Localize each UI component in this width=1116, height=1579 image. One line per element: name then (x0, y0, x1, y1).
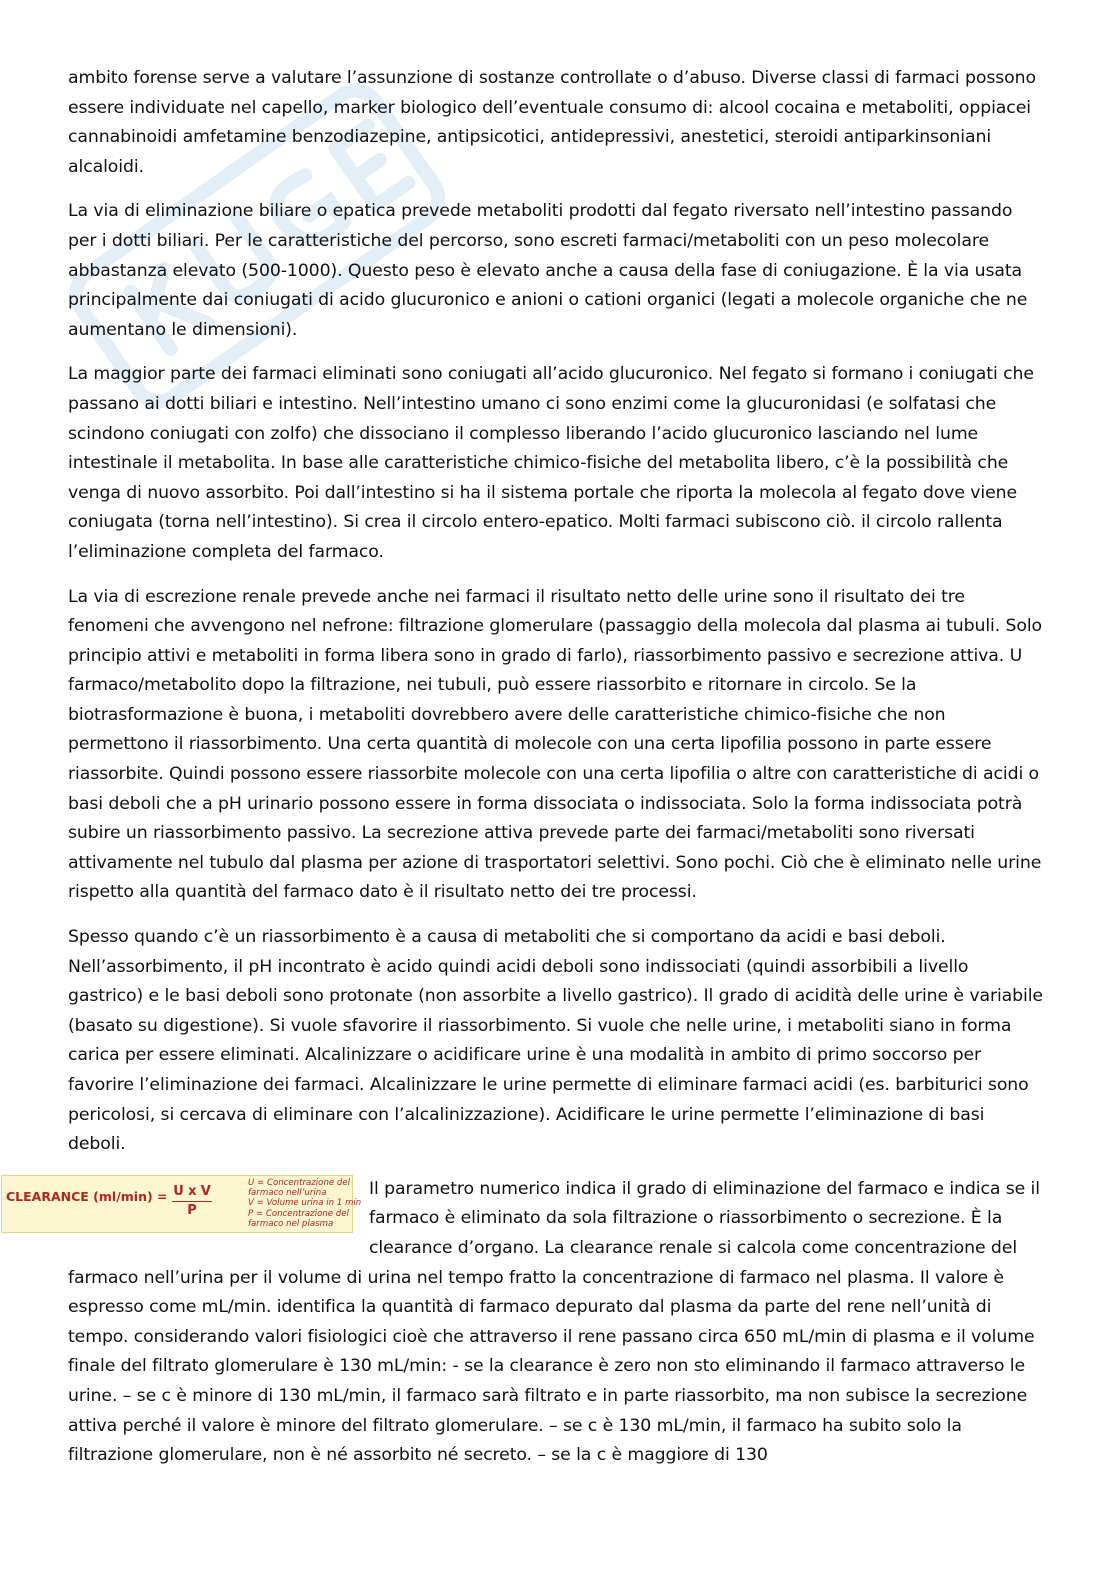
legend-line: V = Volume urina in 1 min (248, 1198, 362, 1209)
paragraph-biliary-route: La via di eliminazione biliare o epatica prevede metaboliti prodotti dal fegato riversato nell’intestino passando per i dotti biliari. Per le caratteristiche del percorso, sono escreti farmaci/metaboliti con un peso molecolare abbastanza elevato (500-1000). Questo peso è elevato anche a causa della fase di coniugazione. È la via usata principalmente dai coniugati di acido glucuronico e anioni o cationi organici (legati a molecole organiche che ne aumentano le dimensioni). (68, 201, 1028, 340)
document-page (6, 64, 1046, 1486)
formula-numerator: U x V (172, 1183, 212, 1202)
clearance-formula-image (1, 1175, 362, 1233)
formula-fraction (172, 1183, 212, 1220)
paragraph-clearance: Il parametro numerico indica il grado di eliminazione del farmaco e indica se il farmaco è eliminato da sola filtrazione o riassorbimento o secrezione. È la clearance d’organo. La clearance renale si calcola come concentrazione del farmaco nell’urina per il volume di urina nel tempo fratto la concentrazione di farmaco nel plasma. Il valore è espresso come mL/min. identifica la quantità di farmaco depurato dal plasma da parte del rene nell’unità di tempo. considerando valori fisiologici cioè che attraverso il rene passano circa 650 mL/min di plasma e il volume finale del filtrato glomerulare è 130 mL/min: - se la clearance è zero non sto eliminando il farmaco attraverso le urine. – se c è minore di 130 mL/min, il farmaco sarà filtrato e in parte riassorbito, ma non subisce la secrezione attiva perché il valore è minore del filtrato glomerulare. – se c è 130 mL/min, il farmaco ha subito solo la filtrazione glomerulare, non è né assorbito né secreto. – se la c è maggiore di 130 (68, 1178, 1040, 1466)
paragraph-glucuronic-conjugates: La maggior parte dei farmaci eliminati sono coniugati all’acido glucuronico. Nel fegato si formano i coniugati che passano ai dotti biliari e intestino. Nell’intestino umano ci sono enzimi come la glucuronidasi (e solfatasi che scindono coniugati con zolfo) che dissociano il complesso liberando l’acido glucuronico lasciando nel lume intestinale il metabolita. In base alle caratteristiche chimico-fisiche del metabolita libero, c’è la possibilità che venga di nuovo assorbito. Poi dall’intestino si ha il sistema portale che riporta la molecola al fegato dove viene coniugata (torna nell’intestino). Si crea il circolo entero-epatico. Molti farmaci subiscono ciò. il circolo rallenta l’eliminazione completa del farmaco. (68, 364, 1034, 562)
paragraph-forensic: ambito forense serve a valutare l’assunzione di sostanze controllate o d’abuso. Diverse classi di farmaci possono essere individuate nel capello, marker biologico dell’eventuale consumo di: alcool cocaina e metaboliti, oppiacei cannabinoidi amfetamine benzodiazepine, antipsicotici, antidepressivi, anestetici, steroidi antiparkinsoniani alcaloidi. (68, 68, 1036, 177)
formula-legend (248, 1177, 362, 1229)
formula-denominator: P (187, 1202, 197, 1218)
paragraph-reabsorption-ph: Spesso quando c’è un riassorbimento è a causa di metaboliti che si comportano da acidi e basi deboli. Nell’assorbimento, il pH incontrato è acido quindi acidi deboli sono indissociati (quindi assorbibili a livello gastrico) e le basi deboli sono protonate (non assorbite a livello gastrico). Il grado di acidità delle urine è variabile (basato su digestione). Si vuole sfavorire il riassorbimento. Si vuole che nelle urine, i metaboliti siano in forma carica per essere eliminati. Alcalinizzare o acidificare urine è una modalità in ambito di primo soccorso per favorire l’eliminazione dei farmaci. Alcalinizzare le urine permette di eliminare farmaci acidi (es. barbiturici sono pericolosi, si cercava di eliminare con l’alcalinizzazione). Acidificare le urine permette l’eliminazione di basi deboli. (68, 927, 1043, 1155)
paragraph-renal-route: La via di escrezione renale prevede anche nei farmaci il risultato netto delle urine sono il risultato dei tre fenomeni che avvengono nel nefrone: filtrazione glomerulare (passaggio della molecola dal plasma ai tubuli. Solo principio attivi e metaboliti in forma libera sono in grado di farlo), riassorbimento passivo e secrezione attiva. U farmaco/metabolito dopo la filtrazione, nei tubuli, può essere riassorbito e ritornare in circolo. Se la biotrasformazione è buona, i metaboliti dovrebbero avere delle caratteristiche chimico-fisiche che non permettono il riassorbimento. Una certa quantità di molecole con una certa lipofilia possono in parte essere riassorbite. Quindi possono essere riassorbite molecole con una certa lipofilia o altre con caratteristiche di acidi o basi deboli che a pH urinario possono essere in forma dissociata o indissociata. Solo la forma indissociata potrà subire un riassorbimento passivo. La secrezione attiva prevede parte dei farmaci/metaboliti sono riversati attivamente nel tubulo dal plasma per azione di trasportatori selettivi. Sono pochi. Ciò che è eliminato nelle urine rispetto alla quantità del farmaco dato è il risultato netto dei tre processi. (68, 586, 1043, 903)
legend-line: farmaco nell’urina (248, 1188, 327, 1199)
formula-label: CLEARANCE (ml/min) = (6, 1188, 168, 1204)
legend-line: farmaco nel plasma (248, 1218, 334, 1229)
legend-line: U = Concentrazione del (248, 1177, 351, 1188)
legend-line: P = Concentrazione del (248, 1208, 349, 1219)
